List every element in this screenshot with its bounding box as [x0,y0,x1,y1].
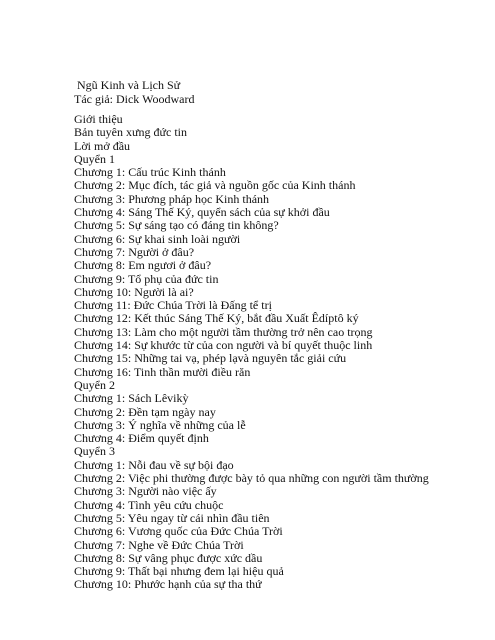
toc-chapter-item: Chương 14: Sự khước từ của con người và bí quyết thuộc linh [74,338,373,353]
toc-front-matter-item: Bản tuyên xưng đức tin [74,125,187,140]
toc-chapter-item: Chương 12: Kết thúc Sáng Thế Ký, bắt đầu Xuất Êdíptô ký [74,311,359,326]
toc-chapter-item: Chương 4: Điểm quyết định [74,431,209,446]
toc-book-heading: Quyển 1 [74,151,115,166]
toc-front-matter-item: Lời mở đầu [74,138,131,153]
toc-chapter-item: Chương 3: Ý nghĩa về những của lễ [74,417,246,432]
toc-chapter-item: Chương 11: Đức Chúa Trời là Đấng tể trị [74,298,272,313]
toc-chapter-item: Chương 4: Sáng Thế Ký, quyển sách của sự khởi đầu [74,205,330,220]
toc-chapter-item: Chương 3: Phương pháp học Kinh thánh [74,191,270,206]
toc-front-matter-item: Giới thiệu [74,112,123,126]
document-author: Tác giả: Dick Woodward [74,92,195,106]
toc-chapter-item: Chương 8: Em ngươi ở đâu? [74,258,212,273]
table-of-contents [74,113,429,592]
toc-chapter-item: Chương 2: Đền tạm ngày nay [74,404,216,419]
toc-chapter-item: Chương 2: Mục đích, tác giả và nguồn gốc của Kinh thánh [74,178,356,193]
toc-chapter-item: Chương 2: Việc phi thường được bày tỏ qua những con người tầm thường [74,471,429,486]
toc-chapter-item: Chương 6: Sự khai sinh loài người [74,231,241,246]
toc-chapter-item: Chương 7: Nghe về Đức Chúa Trời [74,537,244,552]
toc-chapter-item: Chương 16: Tinh thần mười điều răn [74,364,251,379]
toc-chapter-item: Chương 6: Vương quốc của Đức Chúa Trời [74,524,283,539]
toc-chapter-item: Chương 5: Yêu ngay từ cái nhìn đầu tiên [74,510,270,525]
toc-chapter-item: Chương 10: Phước hạnh của sự tha thứ [74,577,262,592]
toc-chapter-item: Chương 3: Người nào việc ấy [74,484,217,499]
document-title: Ngũ Kinh và Lịch Sử [77,78,181,92]
toc-chapter-item: Chương 13: Làm cho một người tầm thường trở nên cao trọng [74,324,373,339]
toc-book-heading: Quyển 2 [74,377,115,392]
toc-chapter-item: Chương 1: Cấu trúc Kinh thánh [74,165,226,180]
toc-chapter-item: Chương 1: Sách Lêvikỳ [74,391,189,406]
toc-chapter-item: Chương 1: Nỗi đau về sự bội đạo [74,457,234,472]
toc-chapter-item: Chương 5: Sự sáng tạo có đáng tin không? [74,218,279,233]
toc-chapter-item: Chương 15: Những tai vạ, phép lạvà nguyên tắc giải cứu [74,351,347,366]
toc-chapter-item: Chương 9: Thất bại nhưng đem lại hiệu quả [74,564,284,579]
toc-chapter-item: Chương 4: Tình yêu cứu chuộc [74,497,224,512]
toc-chapter-item: Chương 9: Tổ phụ của đức tin [74,271,219,286]
toc-chapter-item: Chương 10: Người là ai? [74,284,194,299]
toc-chapter-item: Chương 7: Người ở đâu? [74,244,195,259]
toc-book-heading: Quyển 3 [74,444,115,459]
toc-chapter-item: Chương 8: Sự vâng phục được xức dầu [74,550,263,565]
document-header [74,78,194,106]
